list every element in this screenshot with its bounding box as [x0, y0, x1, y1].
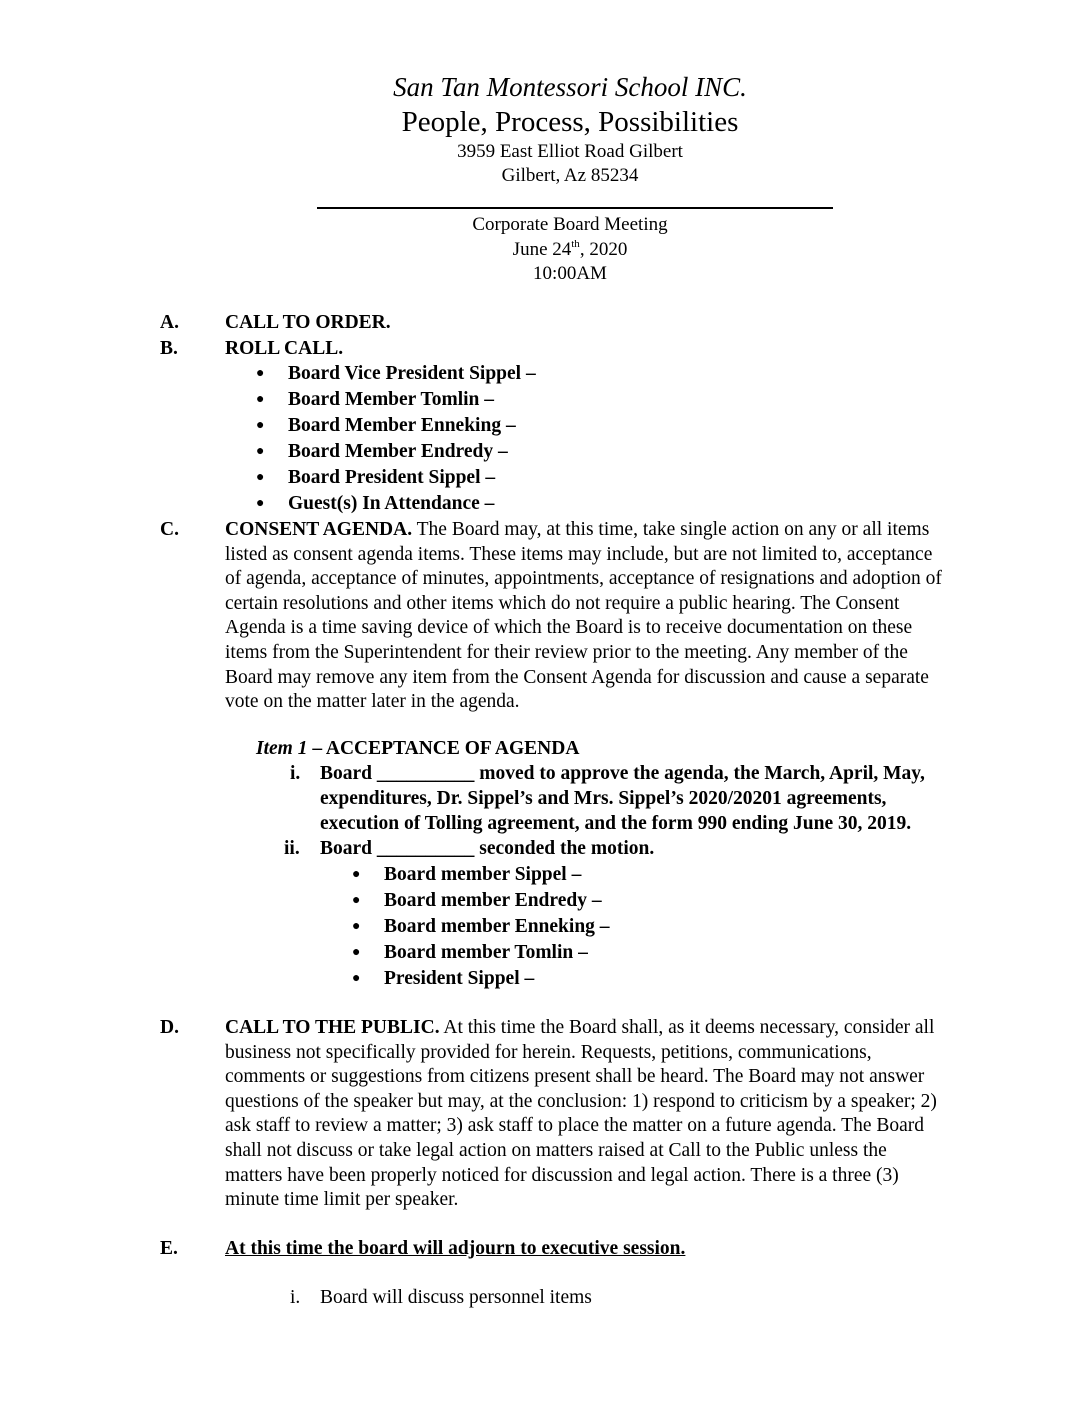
motion-ii-text: Board __________ seconded the motion. [320, 838, 655, 859]
section-e-letter: E. [160, 1238, 178, 1259]
paragraph-line: CALL TO THE PUBLIC. At this time the Board shall, as it deems necessary, consider all [225, 1017, 935, 1038]
roll-call-item: Board Member Enneking – [288, 415, 516, 436]
motion-i-line: expenditures, Dr. Sippel’s and Mrs. Sippel’s 2020/20201 agreements, [320, 788, 887, 809]
roll-call-item: Board Member Endredy – [288, 441, 508, 462]
paragraph-line: Board may remove any item from the Consent Agenda for discussion and cause a separate [225, 666, 929, 688]
date-prefix: June 24 [512, 239, 572, 260]
paragraph-line: CONSENT AGENDA. The Board may, at this time, take single action on any or all items [225, 519, 930, 540]
bullet-icon: ● [256, 392, 265, 407]
meeting-title: Corporate Board Meeting [472, 214, 668, 235]
paragraph-line: minute time limit per speaker. [225, 1189, 459, 1211]
section-e-title: At this time the board will adjourn to executive session. [225, 1238, 686, 1259]
paragraph-line: matters have been properly noticed for discussion and legal action. There is a three (3) [225, 1164, 899, 1186]
section-c-title: CONSENT AGENDA. [225, 519, 413, 540]
vote-item: Board member Sippel – [384, 864, 582, 885]
paragraph-line: questions of the speaker but may, at the conclusion: 1) respond to criticism by a speaker; 2) [225, 1090, 937, 1112]
section-a-letter: A. [160, 312, 179, 333]
paragraph-line: certain resolutions and other items which do not require a public hearing. The Consent [225, 592, 900, 614]
paragraph-line: Agenda is a time saving device of which the Board is to receive documentation on these [225, 617, 913, 639]
section-d-title: CALL TO THE PUBLIC. [225, 1017, 440, 1038]
date-suffix: , 2020 [579, 239, 628, 260]
section-c-paragraph [225, 518, 1025, 715]
paragraph-line: listed as consent agenda items. These items may include, but are not limited to, acceptance [225, 543, 933, 565]
paragraph-line: of agenda, acceptance of minutes, appointments, acceptance of resignations and adoption of [225, 568, 942, 590]
vote-item: President Sippel – [384, 968, 535, 989]
item-1-heading [256, 737, 579, 761]
motion-ii-number: ii. [284, 838, 300, 859]
bullet-icon: ● [352, 945, 361, 960]
section-d-letter: D. [160, 1017, 179, 1038]
section-c-letter: C. [160, 519, 179, 540]
address-line-1: 3959 East Elliot Road Gilbert [457, 141, 683, 162]
meeting-date [0, 239, 1088, 261]
section-d-paragraph [225, 1016, 1025, 1213]
bullet-icon: ● [256, 470, 265, 485]
address-line-2: Gilbert, Az 85234 [501, 165, 639, 186]
paragraph-line: business not specifically provided for herein. Requests, petitions, communications, [225, 1041, 872, 1063]
header-divider [317, 207, 833, 209]
vote-item: Board member Endredy – [384, 890, 602, 911]
bullet-icon: ● [256, 418, 265, 433]
motion-i-line: Board __________ moved to approve the agenda, the March, April, May, [320, 763, 925, 784]
bullet-icon: ● [352, 971, 361, 986]
bullet-icon: ● [352, 867, 361, 882]
motion-i-line: execution of Tolling agreement, and the form 990 ending June 30, 2019. [320, 813, 912, 834]
roll-call-item: Board Vice President Sippel – [288, 363, 536, 384]
date-superscript: th [571, 237, 580, 250]
item-1-label: Item 1 [256, 738, 308, 759]
motion-i-number: i. [290, 763, 301, 784]
bullet-icon: ● [256, 366, 265, 381]
bullet-icon: ● [256, 444, 265, 459]
bullet-icon: ● [352, 893, 361, 908]
tagline: People, Process, Possibilities [401, 106, 739, 138]
paragraph-line: shall not discuss or take legal action on matters raised at Call to the Public unless the [225, 1139, 887, 1161]
roll-call-item: Board President Sippel – [288, 467, 496, 488]
section-e-sub-text: Board will discuss personnel items [320, 1287, 592, 1308]
section-e-sub-number: i. [290, 1287, 301, 1308]
section-b-letter: B. [160, 338, 178, 359]
paragraph-line: comments or suggestions from citizens present shall be heard. The Board may not answer [225, 1066, 925, 1088]
paragraph-line: items from the Superintendent for their review prior to the meeting. Any member of the [225, 641, 908, 663]
section-b-title: ROLL CALL. [225, 338, 344, 359]
section-a-title: CALL TO ORDER. [225, 312, 391, 333]
vote-item: Board member Tomlin – [384, 942, 588, 963]
meeting-time: 10:00AM [533, 263, 607, 284]
paragraph-line: ask staff to review a matter; 3) ask staff to place the matter on a future agenda. The Board [225, 1115, 925, 1137]
bullet-icon: ● [256, 496, 265, 511]
bullet-icon: ● [352, 919, 361, 934]
item-1-title: – ACCEPTANCE OF AGENDA [307, 738, 580, 759]
paragraph-line: vote on the matter later in the agenda. [225, 691, 520, 713]
vote-item: Board member Enneking – [384, 916, 610, 937]
roll-call-item: Guest(s) In Attendance – [288, 493, 495, 514]
school-name: San Tan Montessori School INC. [393, 72, 747, 102]
roll-call-item: Board Member Tomlin – [288, 389, 495, 410]
